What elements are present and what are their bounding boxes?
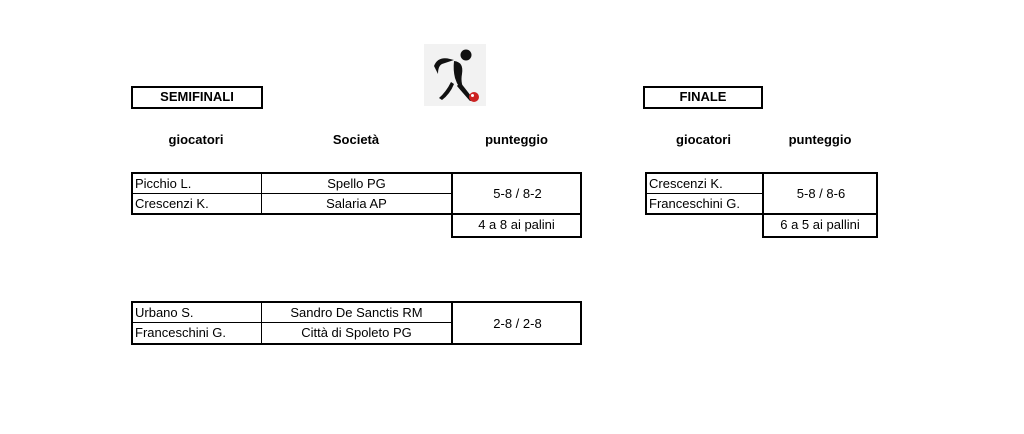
semifinal-2-player-1: Urbano S. [131,301,262,323]
bocce-player-logo-icon [424,44,486,106]
semifinal-1-club-1: Spello PG [261,172,452,194]
final-tiebreak: 6 a 5 ai pallini [762,214,878,238]
semifinals-header-club: Società [332,132,380,147]
final-score: 5-8 / 8-6 [762,172,878,215]
semifinal-2-score: 2-8 / 2-8 [451,301,582,345]
final-player-1: Crescenzi K. [645,172,763,194]
semifinal-1-player-1: Picchio L. [131,172,262,194]
semifinal-2-club-1: Sandro De Sanctis RM [261,301,452,323]
final-header-score: punteggio [788,132,852,147]
semifinal-1-score: 5-8 / 8-2 [451,172,582,215]
semifinal-1-player-2: Crescenzi K. [131,193,262,215]
semifinal-1-club-2: Salaria AP [261,193,452,215]
semifinal-2-club-2: Città di Spoleto PG [261,322,452,345]
final-header-players: giocatori [676,132,731,147]
final-player-2: Franceschini G. [645,193,763,215]
semifinal-1-tiebreak: 4 a 8 ai palini [451,214,582,238]
semifinals-title: SEMIFINALI [131,86,263,109]
final-title: FINALE [643,86,763,109]
semifinals-header-score: punteggio [485,132,548,147]
semifinals-header-players: giocatori [168,132,224,147]
semifinal-2-player-2: Franceschini G. [131,322,262,345]
